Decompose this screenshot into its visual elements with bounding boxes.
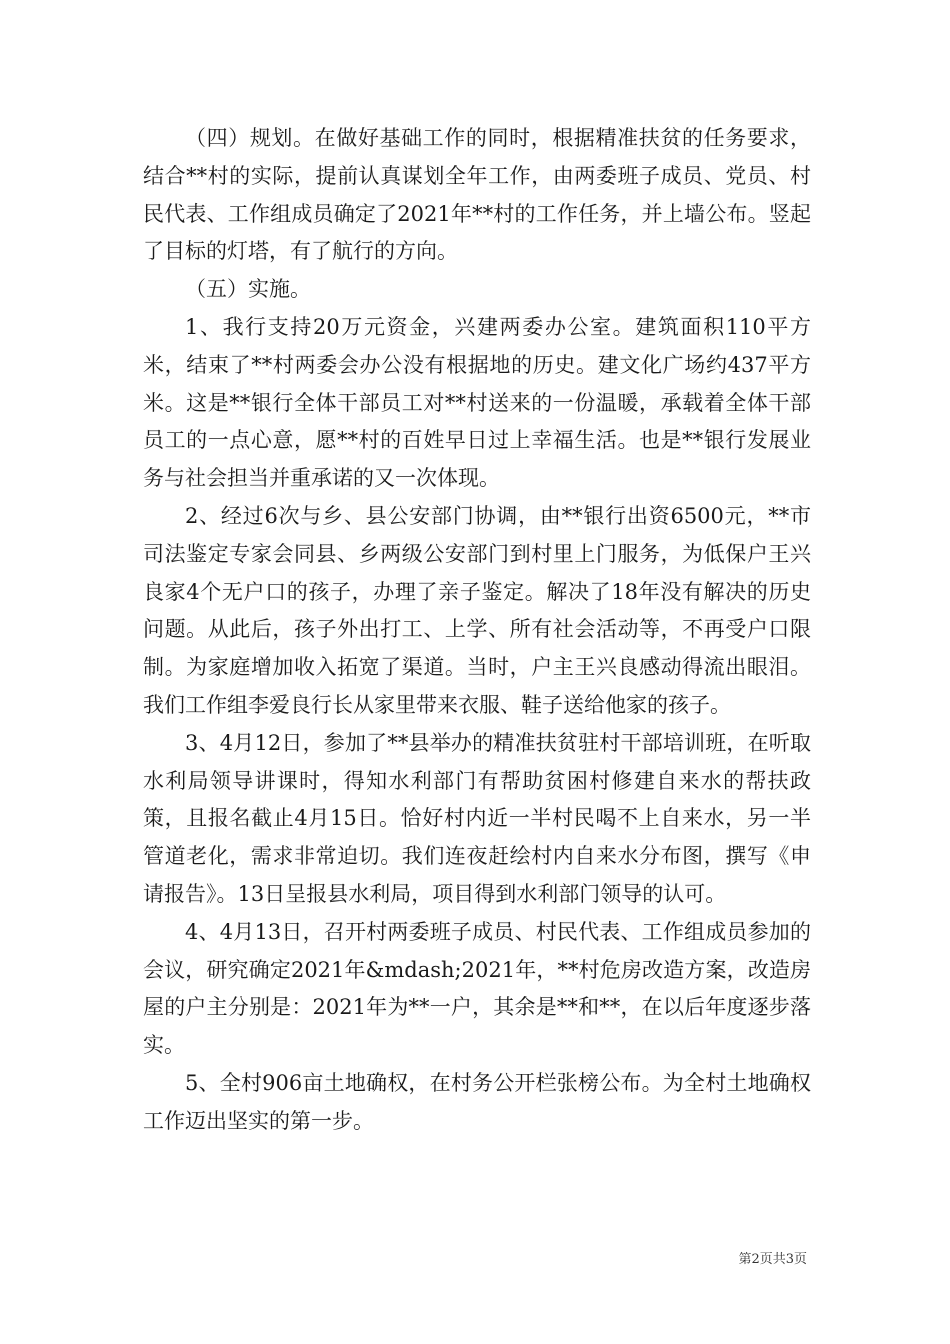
page-number: 第2页共3页 bbox=[738, 1252, 807, 1267]
paragraph-item-2: 2、经过6次与乡、县公安部门协调，由**银行出资6500元，**市司法鉴定专家会同县、乡两级公安部门到村里上门服务，为低保户王兴良家4个无户口的孩子，办理了亲子鉴定。解决了18年没有解决的历史问题。从此后，孩子外出打工、上学、所有社会活动等，不再受户口限制。为家庭增加收入拓宽了渠道。当时，户主王兴良感动得流出眼泪。我们工作组李爱良行长从家里带来衣服、鞋子送给他家的孩子。 bbox=[143, 503, 811, 717]
document-body bbox=[143, 120, 811, 1141]
paragraph-item-1: 1、我行支持20万元资金，兴建两委办公室。建筑面积110平方米，结束了**村两委会办公没有根据地的历史。建文化广场约437平方米。这是**银行全体干部员工对**村送来的一份温暖，承载着全体干部员工的一点心意，愿**村的百姓早日过上幸福生活。也是**银行发展业务与社会担当并重承诺的又一次体现。 bbox=[143, 314, 811, 491]
paragraph-item-5: 5、全村906亩土地确权，在村务公开栏张榜公布。为全村土地确权工作迈出坚实的第一步。 bbox=[143, 1070, 811, 1133]
paragraph-planning: （四）规划。在做好基础工作的同时，根据精准扶贫的任务要求，结合**村的实际，提前认真谋划全年工作，由两委班子成员、党员、村民代表、工作组成员确定了2021年**村的工作任务，并上墙公布。竖起了目标的灯塔，有了航行的方向。 bbox=[143, 126, 811, 264]
paragraph-implementation-heading: （五）实施。 bbox=[185, 277, 311, 302]
paragraph-item-4: 4、4月13日，召开村两委班子成员、村民代表、工作组成员参加的会议，研究确定2021年&mdash;2021年，**村危房改造方案，改造房屋的户主分别是：2021年为**一户，其余是**和**，在以后年度逐步落实。 bbox=[143, 919, 811, 1058]
paragraph-item-3: 3、4月12日，参加了**县举办的精准扶贫驻村干部培训班，在听取水利局领导讲课时，得知水利部门有帮助贫困村修建自来水的帮扶政策，且报名截止4月15日。恰好村内近一半村民喝不上自来水，另一半管道老化，需求非常迫切。我们连夜赶绘村内自来水分布图，撰写《申请报告》。13日呈报县水利局，项目得到水利部门领导的认可。 bbox=[143, 730, 811, 906]
